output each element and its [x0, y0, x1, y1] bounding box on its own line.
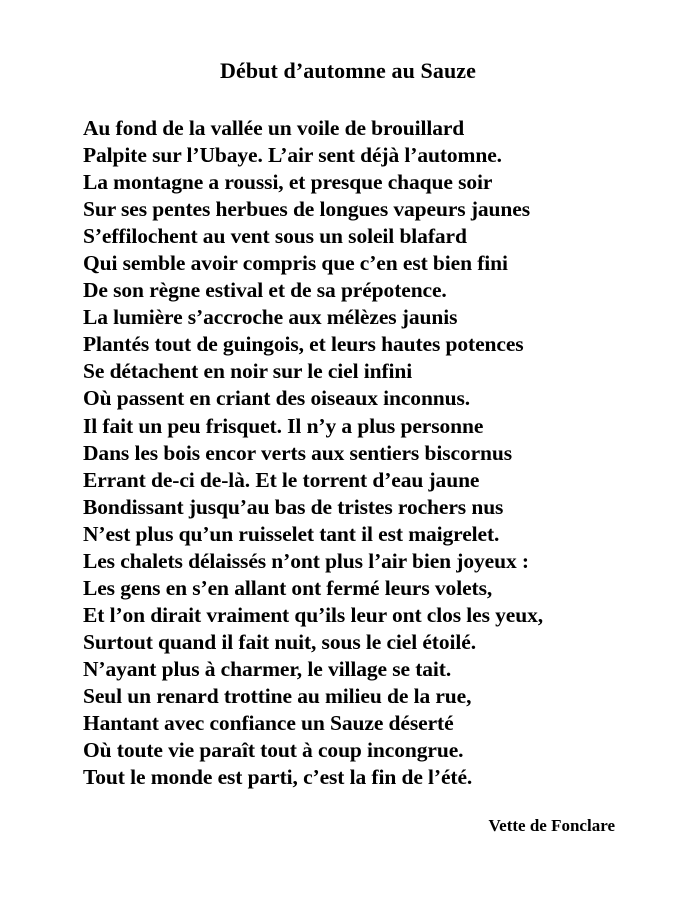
poem-title: Début d’automne au Sauze	[219, 58, 477, 83]
poem-line: Il fait un peu frisquet. Il n’y a plus personne	[83, 413, 484, 438]
poem-line: Palpite sur l’Ubaye. L’air sent déjà l’automne.	[83, 143, 502, 168]
poem-line: De son règne estival et de sa prépotence.	[83, 278, 447, 303]
poem-line: Dans les bois encor verts aux sentiers biscornus	[83, 440, 512, 465]
poem-body	[83, 115, 543, 791]
poem-line: Et l’on dirait vraiment qu’ils leur ont clos les yeux,	[83, 602, 544, 627]
poem-line: Seul un renard trottine au milieu de la rue,	[83, 683, 472, 708]
poem-line: La montagne a roussi, et presque chaque soir	[83, 170, 493, 195]
poem-line: Se détachent en noir sur le ciel infini	[83, 359, 413, 384]
poem-line: Bondissant jusqu’au bas de tristes rochers nus	[83, 494, 504, 519]
poem-author: Vette de Fonclare	[488, 816, 615, 835]
poem-line: Qui semble avoir compris que c’en est bien fini	[83, 251, 508, 276]
poem-line: Surtout quand il fait nuit, sous le ciel étoilé.	[83, 629, 476, 654]
poem-line: Sur ses pentes herbues de longues vapeurs jaunes	[83, 197, 530, 222]
poem-line: Tout le monde est parti, c’est la fin de l’été.	[83, 765, 473, 790]
poem-line: Où toute vie paraît tout à coup incongrue.	[83, 738, 464, 763]
poem-line: Les chalets délaissés n’ont plus l’air bien joyeux :	[83, 548, 529, 573]
poem-line: N’ayant plus à charmer, le village se tait.	[83, 656, 452, 681]
poem-line: Au fond de la vallée un voile de brouillard	[83, 116, 465, 140]
poem-line: N’est plus qu’un ruisselet tant il est maigrelet.	[83, 521, 500, 546]
poem-line: Où passent en criant des oiseaux inconnus.	[83, 386, 471, 411]
poem-line: Errant de-ci de-là. Et le torrent d’eau jaune	[83, 467, 480, 492]
poem-line: Les gens en s’en allant ont fermé leurs volets,	[83, 575, 493, 600]
poem-line: Hantant avec confiance un Sauze déserté	[83, 711, 454, 736]
poem-line: La lumière s’accroche aux mélèzes jaunis	[83, 305, 458, 330]
poem-line: Plantés tout de guingois, et leurs hautes potences	[83, 332, 524, 357]
poem-line: S’effilochent au vent sous un soleil blafard	[83, 224, 467, 249]
